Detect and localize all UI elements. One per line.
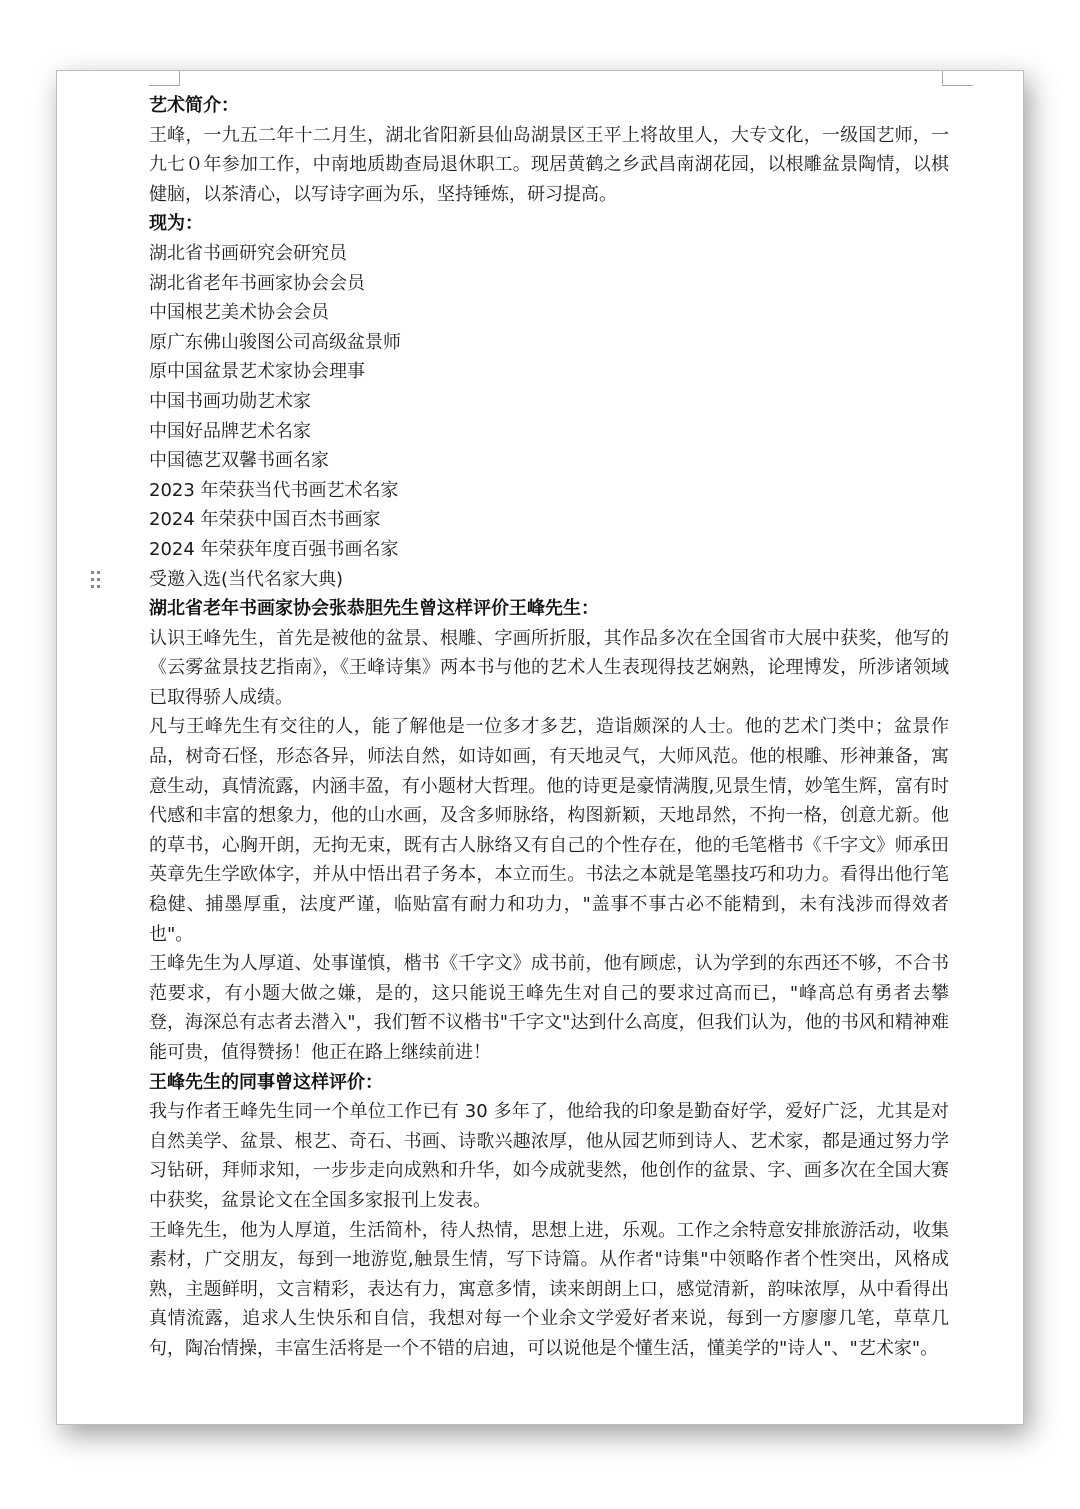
title-item: 2024 年荣获年度百强书画名家 bbox=[149, 538, 399, 560]
margin-corner-mark-right bbox=[942, 71, 973, 86]
intro-paragraph: 王峰，一九五二年十二月生，湖北省阳新县仙岛湖景区王平上将故里人，大专文化，一级国艺师，一九七０年参加工作，中南地质勘查局退休职工。现居黄鹤之乡武昌南湖花园，以根雕盆景陶情，以棋健脑，以茶清心，以写诗字画为乐，坚持锤炼，研习提高。 bbox=[149, 124, 949, 205]
title-item: 原中国盆景艺术家协会理事 bbox=[149, 361, 365, 383]
document-body bbox=[149, 91, 949, 1364]
title-item: 原广东佛山骏图公司高级盆景师 bbox=[149, 331, 401, 353]
title-item: 中国德艺双馨书画名家 bbox=[149, 450, 329, 472]
title-item: 受邀入选(当代名家大典) bbox=[149, 568, 344, 590]
intro-heading: 艺术简介： bbox=[149, 95, 239, 116]
review1-paragraph: 王峰先生为人厚道、处事谨慎，楷书《千字文》成书前，他有顾虑，认为学到的东西还不够，不合书范要求，有小题大做之嫌，是的，这只能说王峰先生对自己的要求过高而已，"峰高总有勇者去攀登，海深总有志者去潜入"，我们暂不议楷书"千字文"达到什么高度，但我们认为，他的书风和精神难能可贵，值得赞扬！他正在路上继续前进！ bbox=[149, 953, 949, 1063]
review2-heading: 王峰先生的同事曾这样评价： bbox=[149, 1071, 383, 1093]
title-item: 湖北省老年书画家协会会员 bbox=[149, 272, 365, 294]
title-item: 湖北省书画研究会研究员 bbox=[149, 242, 347, 264]
review2-paragraph: 王峰先生，他为人厚道，生活简朴，待人热情，思想上进，乐观。工作之余特意安排旅游活动，收集素材，广交朋友，每到一地游览,触景生情，写下诗篇。从作者"诗集"中领略作者个性突出，风格成熟，主题鲜明，文言精彩，表达有力，寓意多情，读来朗朗上口，感觉清新，韵味浓厚，从中看得出真情流露，追求人生快乐和自信，我想对每一个业余文学爱好者来说，每到一方廖廖几笔，草草几句，陶冶情操，丰富生活将是一个不错的启迪，可以说他是个懂生活，懂美学的"诗人"、"艺术家"。 bbox=[149, 1219, 949, 1359]
title-item: 中国好品牌艺术名家 bbox=[149, 420, 311, 442]
title-item: 中国书画功勋艺术家 bbox=[149, 390, 311, 412]
document-page bbox=[56, 70, 1024, 1425]
review1-paragraph: 凡与王峰先生有交往的人，能了解他是一位多才多艺，造诣颇深的人士。他的艺术门类中；盆景作品，树奇石怪，形态各异，师法自然，如诗如画，有天地灵气，大师风范。他的根雕、形神兼备，寓意生动，真情流露，内涵丰盈，有小题材大哲理。他的诗更是豪情满腹,见景生情，妙笔生辉，富有时代感和丰富的想象力，他的山水画，及含多师脉络，构图新颖，天地昂然，不拘一格，创意尤新。他的草书，心胸开朗，无拘无束，既有古人脉络又有自己的个性存在，他的毛笔楷书《千字文》师承田英章先生学欧体字，并从中悟出君子务本，本立而生。书法之本就是笔墨技巧和功力。看得出他行笔稳健、捕墨厚重，法度严谨，临贴富有耐力和功力，"盖事不事古必不能精到，未有浅涉而得效者也"。 bbox=[149, 716, 949, 945]
title-item: 2024 年荣获中国百杰书画家 bbox=[149, 509, 381, 531]
review2-paragraph: 我与作者王峰先生同一个单位工作已有 30 多年了，他给我的印象是勤奋好学，爱好广泛，尤其是对自然美学、盆景、根艺、奇石、书画、诗歌兴趣浓厚，他从园艺师到诗人、艺术家，都是通过努力学习钻研，拜师求知，一步步走向成熟和升华，如今成就斐然，他创作的盆景、字、画多次在全国大赛中获奖，盆景论文在全国多家报刊上发表。 bbox=[149, 1101, 949, 1211]
review1-paragraph: 认识王峰先生，首先是被他的盆景、根雕、字画所折服，其作品多次在全国省市大展中获奖，他写的《云雾盆景技艺指南》，《王峰诗集》两本书与他的艺术人生表现得技艺娴熟，论理博发，所涉诸领域已取得骄人成绩。 bbox=[149, 627, 949, 708]
review1-heading: 湖北省老年书画家协会张恭胆先生曾这样评价王峰先生： bbox=[149, 598, 599, 620]
title-item: 中国根艺美术协会会员 bbox=[149, 302, 329, 324]
titles-heading: 现为： bbox=[149, 213, 203, 235]
margin-corner-mark-left bbox=[149, 71, 180, 86]
drag-handle-icon[interactable] bbox=[91, 571, 103, 591]
title-item: 2023 年荣获当代书画艺术名家 bbox=[149, 479, 399, 501]
